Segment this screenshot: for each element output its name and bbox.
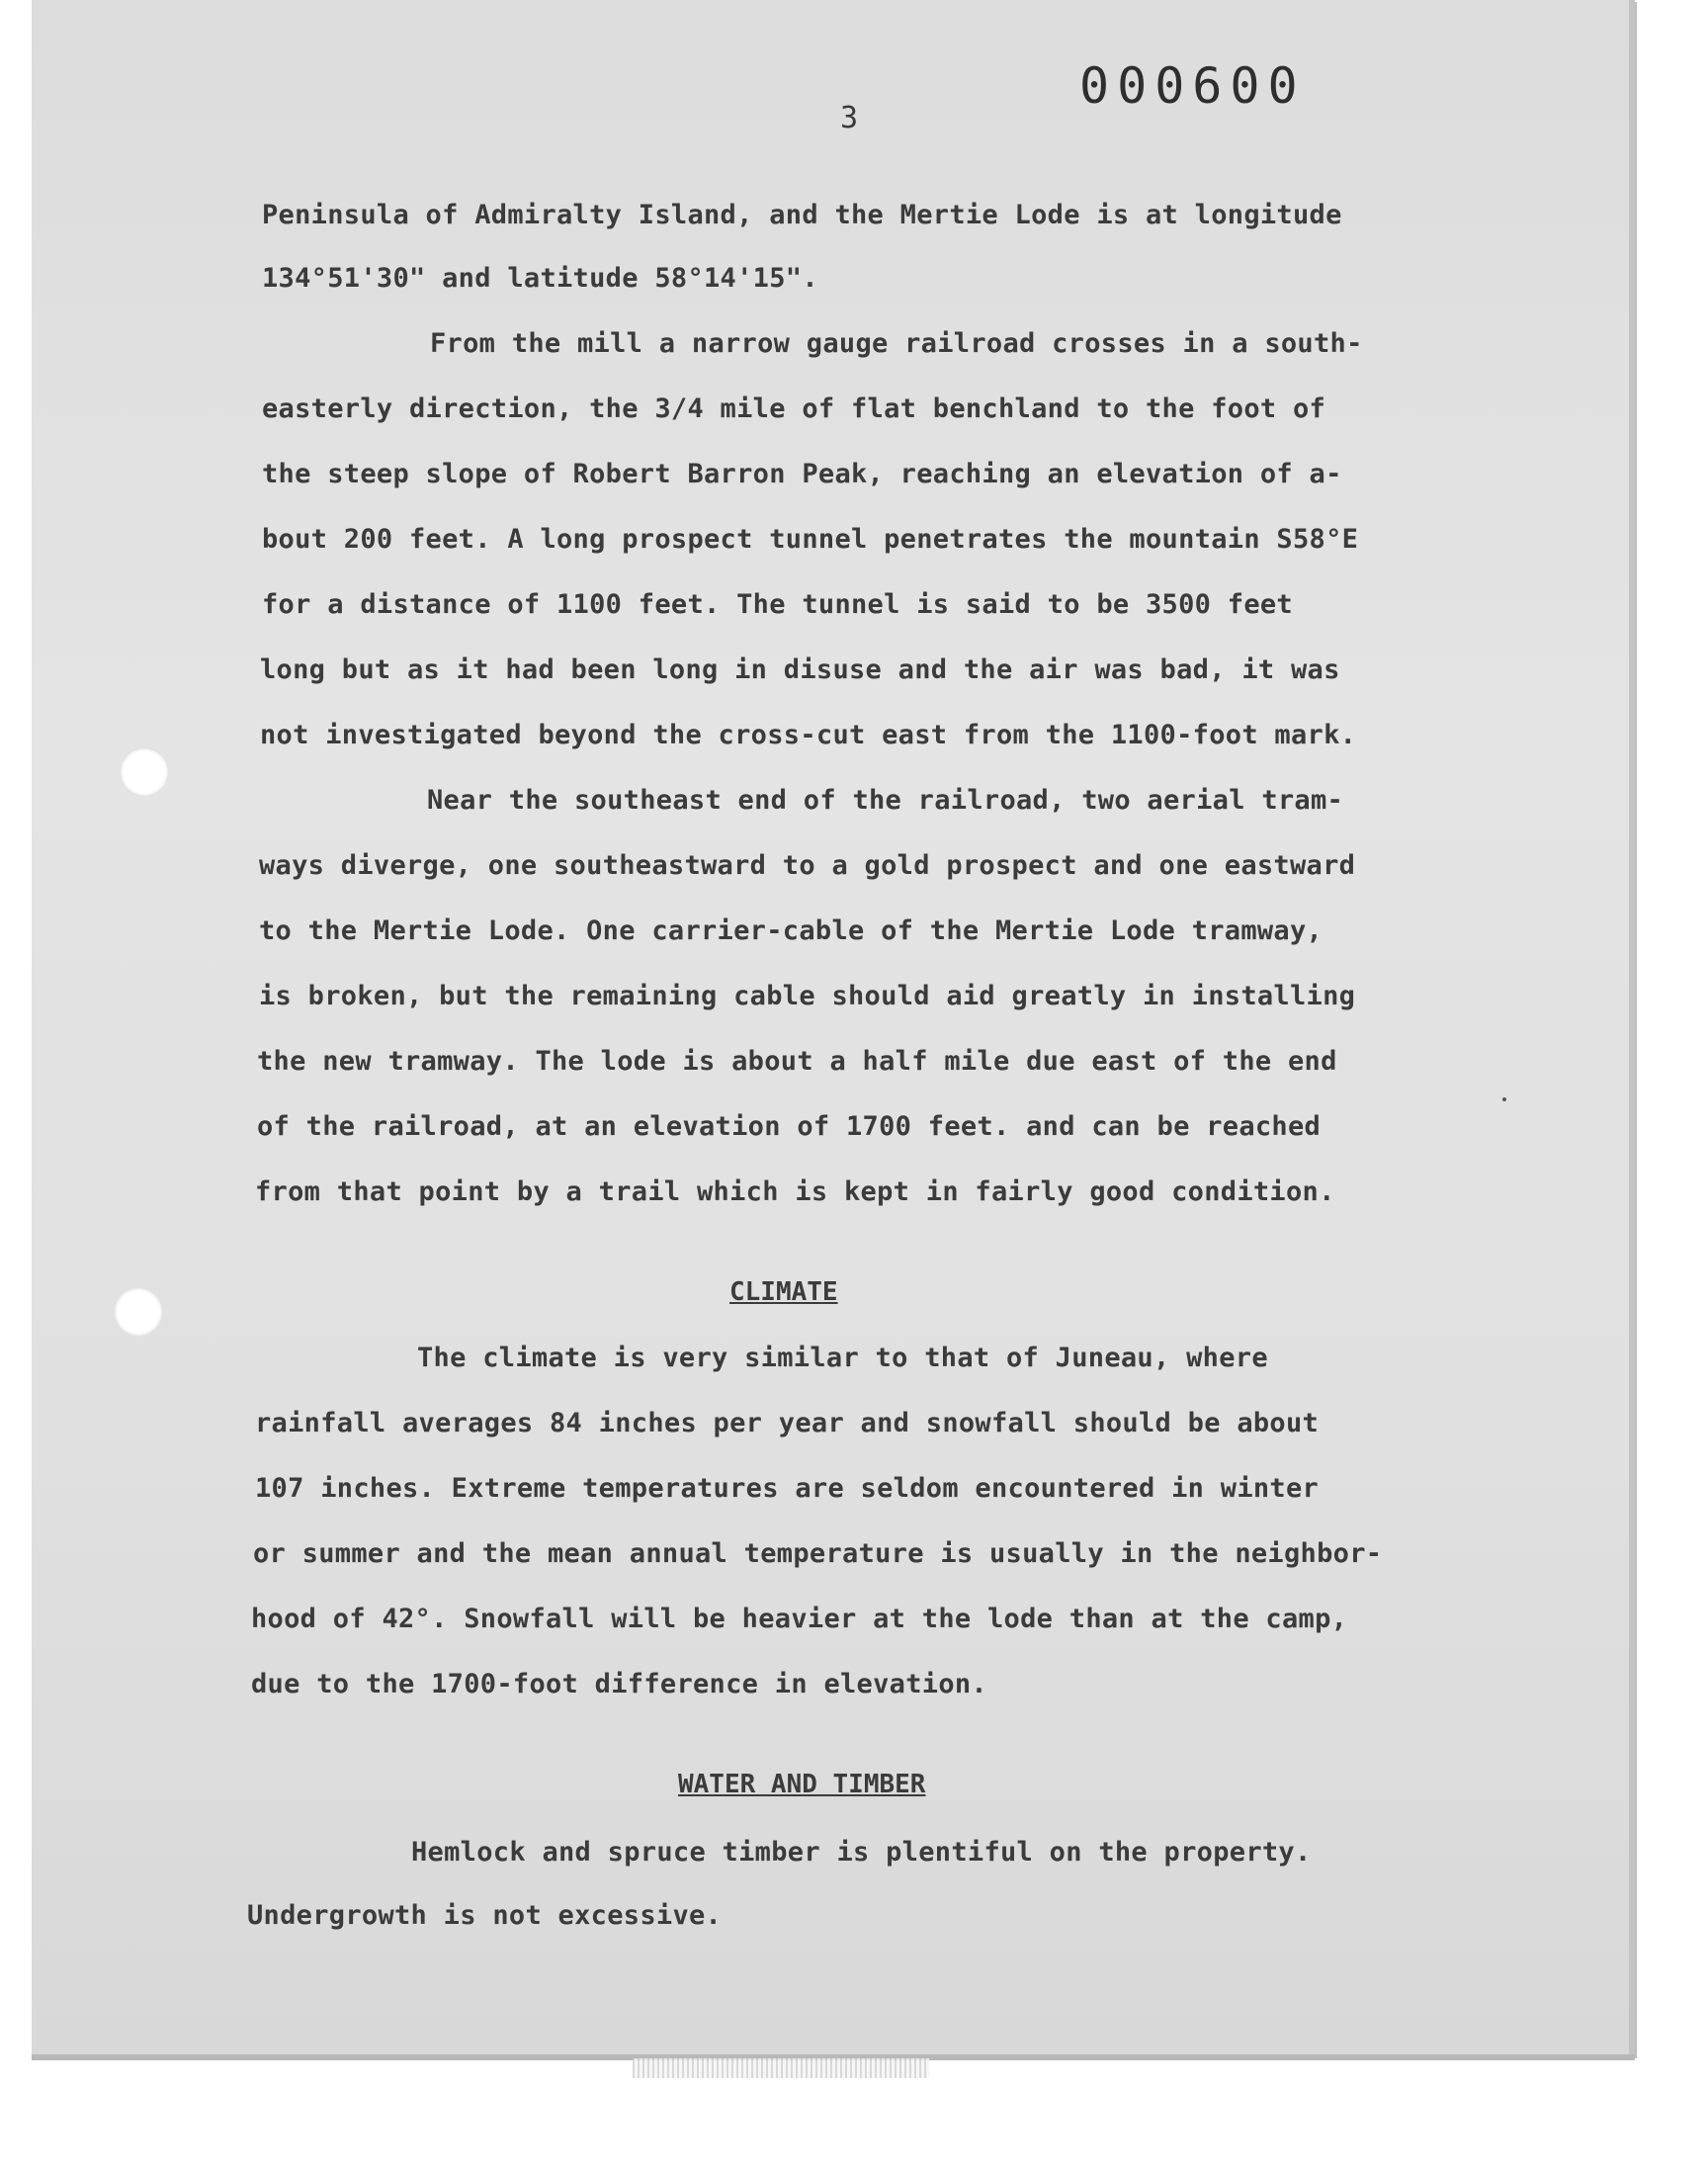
page-right-edge [1629,0,1635,2060]
text-line: bout 200 feet. A long prospect tunnel penetrates the mountain S58°E [262,524,1359,555]
text-line: Near the southeast end of the railroad, two aerial tram- [427,785,1344,816]
text-line: 107 inches. Extreme temperatures are seldom encountered in winter [255,1473,1320,1504]
text-line: to the Mertie Lode. One carrier-cable of the Mertie Lode tramway, [259,915,1324,946]
text-line: The climate is very similar to that of Juneau, where [417,1343,1268,1373]
text-line: the new tramway. The lode is about a half mile due east of the end [257,1046,1337,1077]
text-line: Undergrowth is not excessive. [247,1900,723,1931]
scanned-page [32,0,1635,2056]
text-line: is broken, but the remaining cable should aid greatly in installing [259,981,1356,1011]
section-heading-climate: CLIMATE [729,1277,838,1307]
text-line: or summer and the mean annual temperature is usually in the neighbor- [253,1538,1383,1569]
text-line: Hemlock and spruce timber is plentiful on the property. [411,1837,1312,1868]
document-number: 000600 [1079,57,1306,115]
text-line: the steep slope of Robert Barron Peak, reaching an elevation of a- [262,459,1342,489]
text-line: not investigated beyond the cross-cut east from the 1100-foot mark. [260,720,1357,750]
section-heading-water-timber: WATER AND TIMBER [678,1770,926,1799]
text-line: ways diverge, one southeastward to a gold prospect and one eastward [259,850,1356,881]
text-line: From the mill a narrow gauge railroad crosses in a south- [430,328,1363,359]
text-line: 134°51'30" and latitude 58°14'15". [262,263,818,294]
scan-streak [633,2058,929,2078]
text-line: of the railroad, at an elevation of 1700 feet. and can be reached [257,1111,1322,1142]
punch-hole [114,1287,163,1337]
text-line: rainfall averages 84 inches per year and snowfall should be about [255,1408,1320,1438]
punch-hole [120,747,169,797]
text-line: due to the 1700-foot difference in elevation. [251,1669,987,1699]
text-line: for a distance of 1100 feet. The tunnel is said to be 3500 feet [262,589,1293,620]
text-line: from that point by a trail which is kept in fairly good condition. [255,1176,1335,1207]
scan-speck [1502,1097,1506,1101]
text-line: easterly direction, the 3/4 mile of flat benchland to the foot of [262,393,1326,424]
text-line: long but as it had been long in disuse and the air was bad, it was [260,654,1340,685]
page-number: 3 [840,101,859,135]
text-line: Peninsula of Admiralty Island, and the Mertie Lode is at longitude [262,200,1342,230]
text-line: hood of 42°. Snowfall will be heavier at the lode than at the camp, [251,1604,1348,1634]
